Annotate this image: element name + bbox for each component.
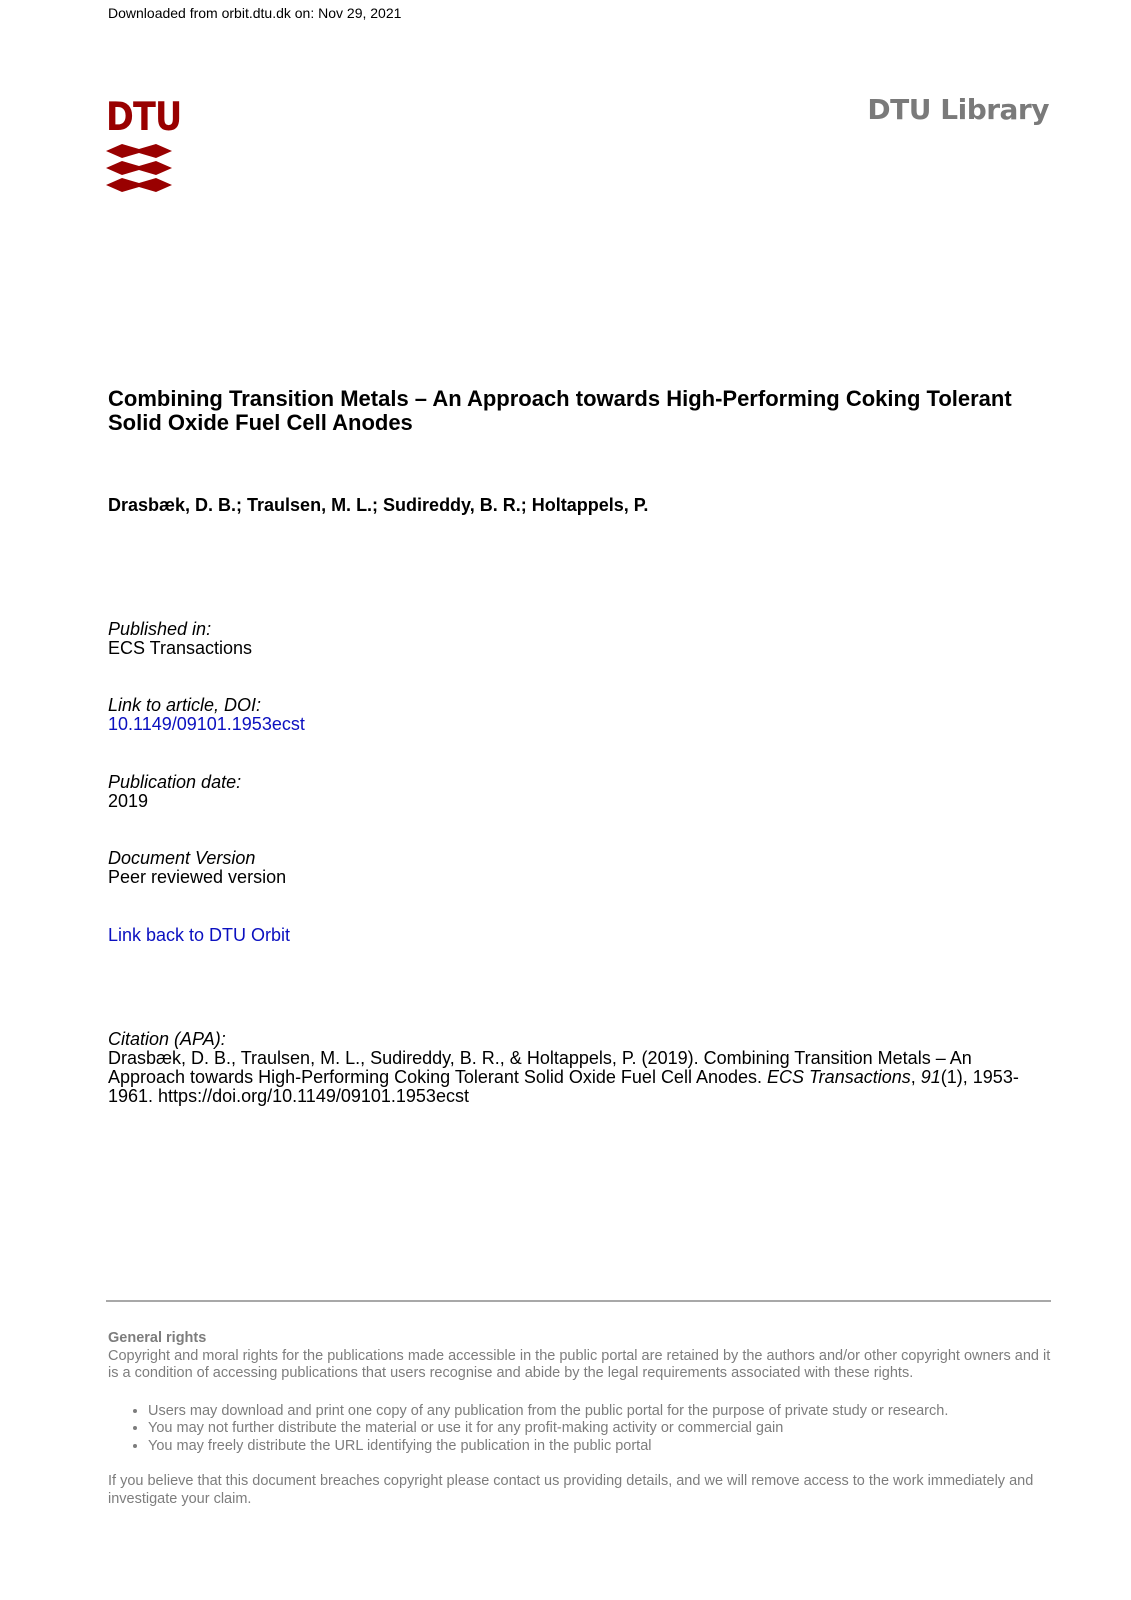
dtu-logo-text: DTU xyxy=(106,95,182,140)
published-in xyxy=(108,620,252,658)
general-rights-heading: General rights xyxy=(108,1330,207,1346)
general-rights-closing: If you believe that this document breaches copyright please contact us providing details, and we will remove access to the work immediately and investigate your claim. xyxy=(108,1473,1034,1507)
citation-text-before: Drasbæk, D. B., Traulsen, M. L., Sudireddy, B. R., & Holtappels, P. (2019). Combining Transition Metals – An Approach towards High-Performing Coking Tolerant Solid Oxide Fuel Cell Anodes. xyxy=(108,1048,972,1087)
doi xyxy=(108,696,305,735)
paper-title: Combining Transition Metals – An Approach towards High-Performing Coking Tolerant Solid Oxide Fuel Cell Anodes xyxy=(108,386,1012,435)
divider xyxy=(106,1300,1051,1302)
citation xyxy=(108,1030,1048,1106)
publication-date-value: 2019 xyxy=(108,791,149,811)
citation-volume: 91 xyxy=(920,1067,941,1087)
document-version xyxy=(108,849,286,887)
dtu-orbit-link[interactable]: Link back to DTU Orbit xyxy=(108,925,291,945)
document-version-value: Peer reviewed version xyxy=(108,867,287,887)
download-note: Downloaded from orbit.dtu.dk on: Nov 29, 2021 xyxy=(108,5,402,21)
general-rights-intro: Copyright and moral rights for the publications made accessible in the public portal are retained by the authors and/or other copyright owners and it is a condition of accessing publications that users recognise and abide by the legal requirements associated with these rights. xyxy=(108,1347,1051,1381)
publication-date-label: Publication date: xyxy=(108,772,242,792)
citation-journal: ECS Transactions xyxy=(767,1067,911,1087)
dtu-library-logo: DTU Library xyxy=(867,93,1049,126)
citation-text-after: (1), 1953-1961. https://doi.org/10.1149/09101.1953ecst xyxy=(108,1067,1019,1106)
authors: Drasbæk, D. B.; Traulsen, M. L.; Sudireddy, B. R.; Holtappels, P. xyxy=(108,495,649,515)
doi-label: Link to article, DOI: xyxy=(108,695,262,715)
published-in-label: Published in: xyxy=(108,619,212,639)
dtu-logo-emblem-icon xyxy=(106,144,172,194)
document-version-label: Document Version xyxy=(108,848,256,868)
citation-label: Citation (APA): xyxy=(108,1029,226,1049)
general-rights xyxy=(108,1330,1053,1508)
list-item: • Users may download and print one copy of any publication from the public portal for the purpose of private study or research. xyxy=(148,1403,1053,1421)
citation-sep: , xyxy=(910,1067,921,1087)
list-item: • You may freely distribute the URL identifying the publication in the public portal xyxy=(148,1438,1053,1456)
list-item: • You may not further distribute the material or use it for any profit-making activity or commercial gain xyxy=(148,1420,1053,1438)
publication-date xyxy=(108,773,241,811)
general-rights-list xyxy=(108,1403,1053,1456)
citation-text xyxy=(108,1049,1048,1106)
dtu-logo xyxy=(106,95,182,194)
published-in-value: ECS Transactions xyxy=(108,638,253,658)
doi-link[interactable]: 10.1149/09101.1953ecst xyxy=(108,714,305,734)
